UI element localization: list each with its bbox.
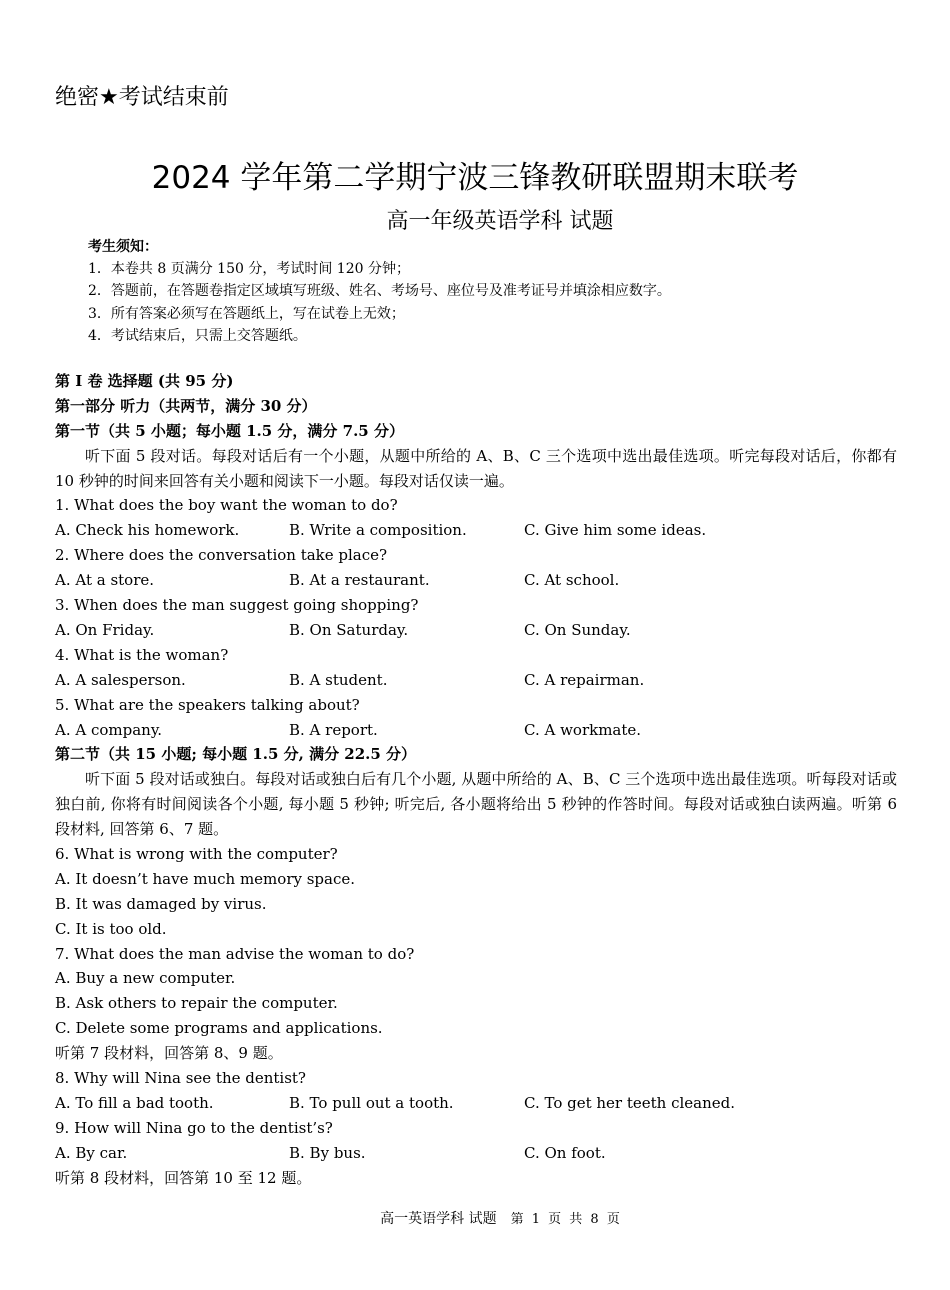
question-8-options bbox=[55, 1091, 897, 1116]
option-b: B. On Saturday. bbox=[289, 620, 409, 639]
question-3-options bbox=[55, 618, 897, 643]
question-2-options bbox=[55, 568, 897, 593]
section1-heading: 第一节（共 5 小题；每小题 1.5 分，满分 7.5 分） bbox=[55, 421, 404, 440]
material-8-note: 听第 8 段材料，回答第 10 至 12 题。 bbox=[55, 1168, 312, 1187]
option-a: A. A company. bbox=[55, 720, 163, 739]
question-9-options bbox=[55, 1141, 897, 1166]
page-footer bbox=[0, 1208, 950, 1228]
question-5-options bbox=[55, 718, 897, 743]
notice-item: 1．本卷共 8 页满分 150 分，考试时间 120 分钟； bbox=[88, 261, 410, 277]
question-3: 3. When does the man suggest going shopping? bbox=[55, 596, 419, 615]
option-c: C. A workmate. bbox=[524, 720, 642, 739]
notice-heading: 考生须知： bbox=[88, 239, 158, 255]
option-c: C. On foot. bbox=[524, 1143, 606, 1162]
option-a: A. At a store. bbox=[55, 571, 155, 590]
part-heading: 第一部分 听力（共两节，满分 30 分） bbox=[55, 396, 317, 415]
option-b: B. By bus. bbox=[289, 1143, 366, 1162]
option-a: A. Buy a new computer. bbox=[55, 969, 236, 988]
question-1: 1. What does the boy want the woman to do? bbox=[55, 496, 398, 515]
option-c: C. At school. bbox=[524, 571, 620, 590]
question-2: 2. Where does the conversation take place? bbox=[55, 546, 388, 565]
section2-instructions: 听下面 5 段对话或独白。每段对话或独白后有几个小题, 从题中所给的 A、B、C 三个选项中选出最佳选项。听每段对话或独白前, 你将有时间阅读各个小题, 每小题 5 秒钟; 听完后, 各小题将给出 5 秒钟的作答时间。每段对话或独白读两遍。听第 6 段材料, 回答第 6、7 题。 bbox=[55, 770, 897, 839]
option-b: B. Write a composition. bbox=[289, 521, 467, 540]
option-a: A. On Friday. bbox=[55, 620, 155, 639]
option-b: B. At a restaurant. bbox=[289, 571, 430, 590]
question-9: 9. How will Nina go to the dentist’s? bbox=[55, 1118, 333, 1137]
option-b: B. A report. bbox=[289, 720, 378, 739]
option-c: C. It is too old. bbox=[55, 919, 167, 938]
option-b: B. To pull out a tooth. bbox=[289, 1093, 454, 1112]
section2-heading: 第二节（共 15 小题; 每小题 1.5 分, 满分 22.5 分） bbox=[55, 745, 417, 764]
option-b: B. It was damaged by virus. bbox=[55, 894, 267, 913]
notice-item: 3．所有答案必须写在答题纸上，写在试卷上无效； bbox=[88, 305, 405, 322]
option-c: C. To get her teeth cleaned. bbox=[524, 1093, 736, 1112]
section1-instructions: 听下面 5 段对话。每段对话后有一个小题，从题中所给的 A、B、C 三个选项中选出最佳选项。听完每段对话后，你都有 10 秒钟的时间来回答有关小题和阅读下一小题。每段对话仅读一遍。 bbox=[55, 446, 897, 490]
volume-heading: 第 I 卷 选择题 (共 95 分) bbox=[55, 372, 234, 390]
option-a: A. Check his homework. bbox=[55, 521, 240, 540]
option-c: C. Delete some programs and applications. bbox=[55, 1019, 383, 1038]
option-b: B. A student. bbox=[289, 670, 388, 689]
exam-subtitle: 高一年级英语学科 试题 bbox=[386, 209, 614, 234]
notice-item: 4．考试结束后，只需上交答题纸。 bbox=[88, 328, 307, 345]
exam-body bbox=[55, 369, 897, 1190]
option-c: C. On Sunday. bbox=[524, 620, 631, 639]
footer-subject: 高一英语学科 试题 bbox=[380, 1211, 497, 1227]
option-a: A. It doesn’t have much memory space. bbox=[55, 869, 356, 888]
confidential-label: 绝密★考试结束前 bbox=[55, 85, 229, 110]
question-5: 5. What are the speakers talking about? bbox=[55, 695, 360, 714]
material-7-note: 听第 7 段材料，回答第 8、9 题。 bbox=[55, 1044, 283, 1063]
question-8: 8. Why will Nina see the dentist? bbox=[55, 1069, 306, 1088]
option-a: A. To fill a bad tooth. bbox=[55, 1093, 214, 1112]
notice-list bbox=[88, 258, 671, 348]
question-1-options bbox=[55, 518, 897, 543]
option-c: C. Give him some ideas. bbox=[524, 521, 707, 540]
option-a: A. By car. bbox=[55, 1143, 128, 1162]
question-7: 7. What does the man advise the woman to do? bbox=[55, 944, 415, 963]
exam-title: 2024 学年第二学期宁波三锋教研联盟期末联考 bbox=[151, 160, 799, 196]
option-c: C. A repairman. bbox=[524, 670, 645, 689]
question-6: 6. What is wrong with the computer? bbox=[55, 845, 338, 863]
option-b: B. Ask others to repair the computer. bbox=[55, 994, 338, 1013]
notice-item: 2．答题前，在答题卷指定区域填写班级、姓名、考场号、座位号及准考证号并填涂相应数字。 bbox=[88, 283, 671, 300]
option-a: A. A salesperson. bbox=[55, 670, 186, 689]
question-4-options bbox=[55, 668, 897, 693]
footer-page-number: 第 1 页 共 8 页 bbox=[510, 1212, 620, 1227]
question-4: 4. What is the woman? bbox=[55, 645, 229, 664]
